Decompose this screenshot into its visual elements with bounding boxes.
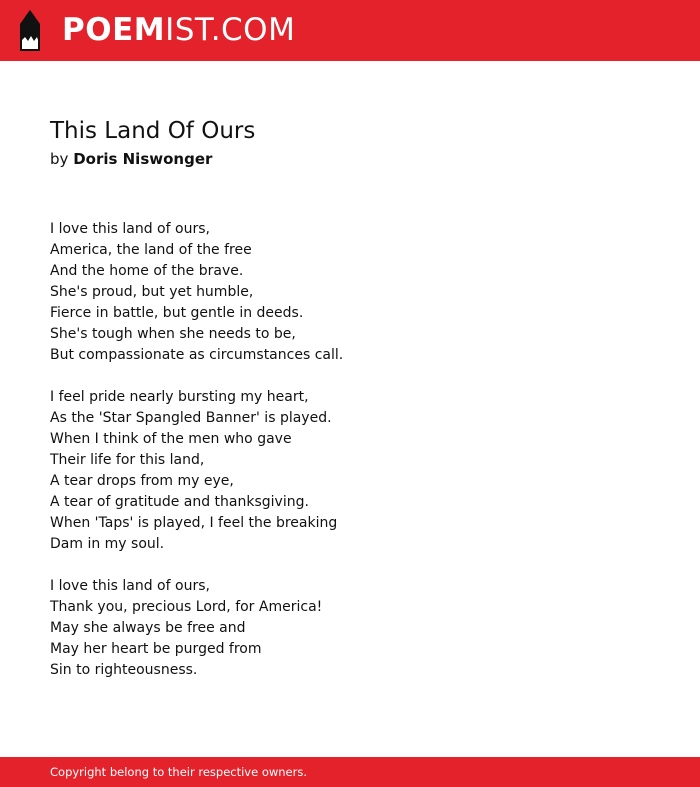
by-label: by	[50, 150, 69, 168]
stanza-gap	[50, 366, 343, 387]
poem-line: Thank you, precious Lord, for America!	[50, 599, 323, 615]
poem-author[interactable]: Doris Niswonger	[73, 150, 213, 168]
logo-brand-bold: POEM	[62, 12, 166, 48]
footer-copyright: Copyright belong to their respective owners.	[50, 765, 308, 779]
poem-line: Fierce in battle, but gentle in deeds.	[50, 305, 304, 321]
poem-line: She's tough when she needs to be,	[50, 326, 296, 342]
poem-line: Sin to righteousness.	[50, 662, 198, 678]
site-footer	[0, 757, 700, 787]
poem-body	[50, 219, 343, 681]
poem-byline	[50, 150, 212, 168]
poem-line: I love this land of ours,	[50, 221, 210, 237]
site-header	[0, 0, 700, 61]
logo-brand-light: IST.COM	[165, 12, 296, 48]
poem-line: She's proud, but yet humble,	[50, 284, 254, 300]
poem-line: America, the land of the free	[50, 242, 252, 258]
poem-line: May she always be free and	[50, 620, 246, 636]
poem-line: Their life for this land,	[50, 452, 205, 468]
pencil-icon[interactable]	[18, 10, 42, 51]
poem-title: This Land Of Ours	[50, 118, 256, 144]
poem-line: A tear drops from my eye,	[50, 473, 234, 489]
poem-line: And the home of the brave.	[50, 263, 244, 279]
poem-line: I feel pride nearly bursting my heart,	[50, 389, 309, 405]
poem-line: When 'Taps' is played, I feel the breaking	[50, 515, 338, 531]
poem-line: Dam in my soul.	[50, 536, 165, 552]
stanza-gap	[50, 555, 343, 576]
poem-line: As the 'Star Spangled Banner' is played.	[50, 410, 332, 426]
poem-line: When I think of the men who gave	[50, 431, 292, 447]
poem-line: May her heart be purged from	[50, 641, 262, 657]
poem-line: A tear of gratitude and thanksgiving.	[50, 494, 309, 510]
poem-line: I love this land of ours,	[50, 578, 210, 594]
site-logo[interactable]	[62, 12, 295, 48]
poem-line: But compassionate as circumstances call.	[50, 347, 344, 363]
